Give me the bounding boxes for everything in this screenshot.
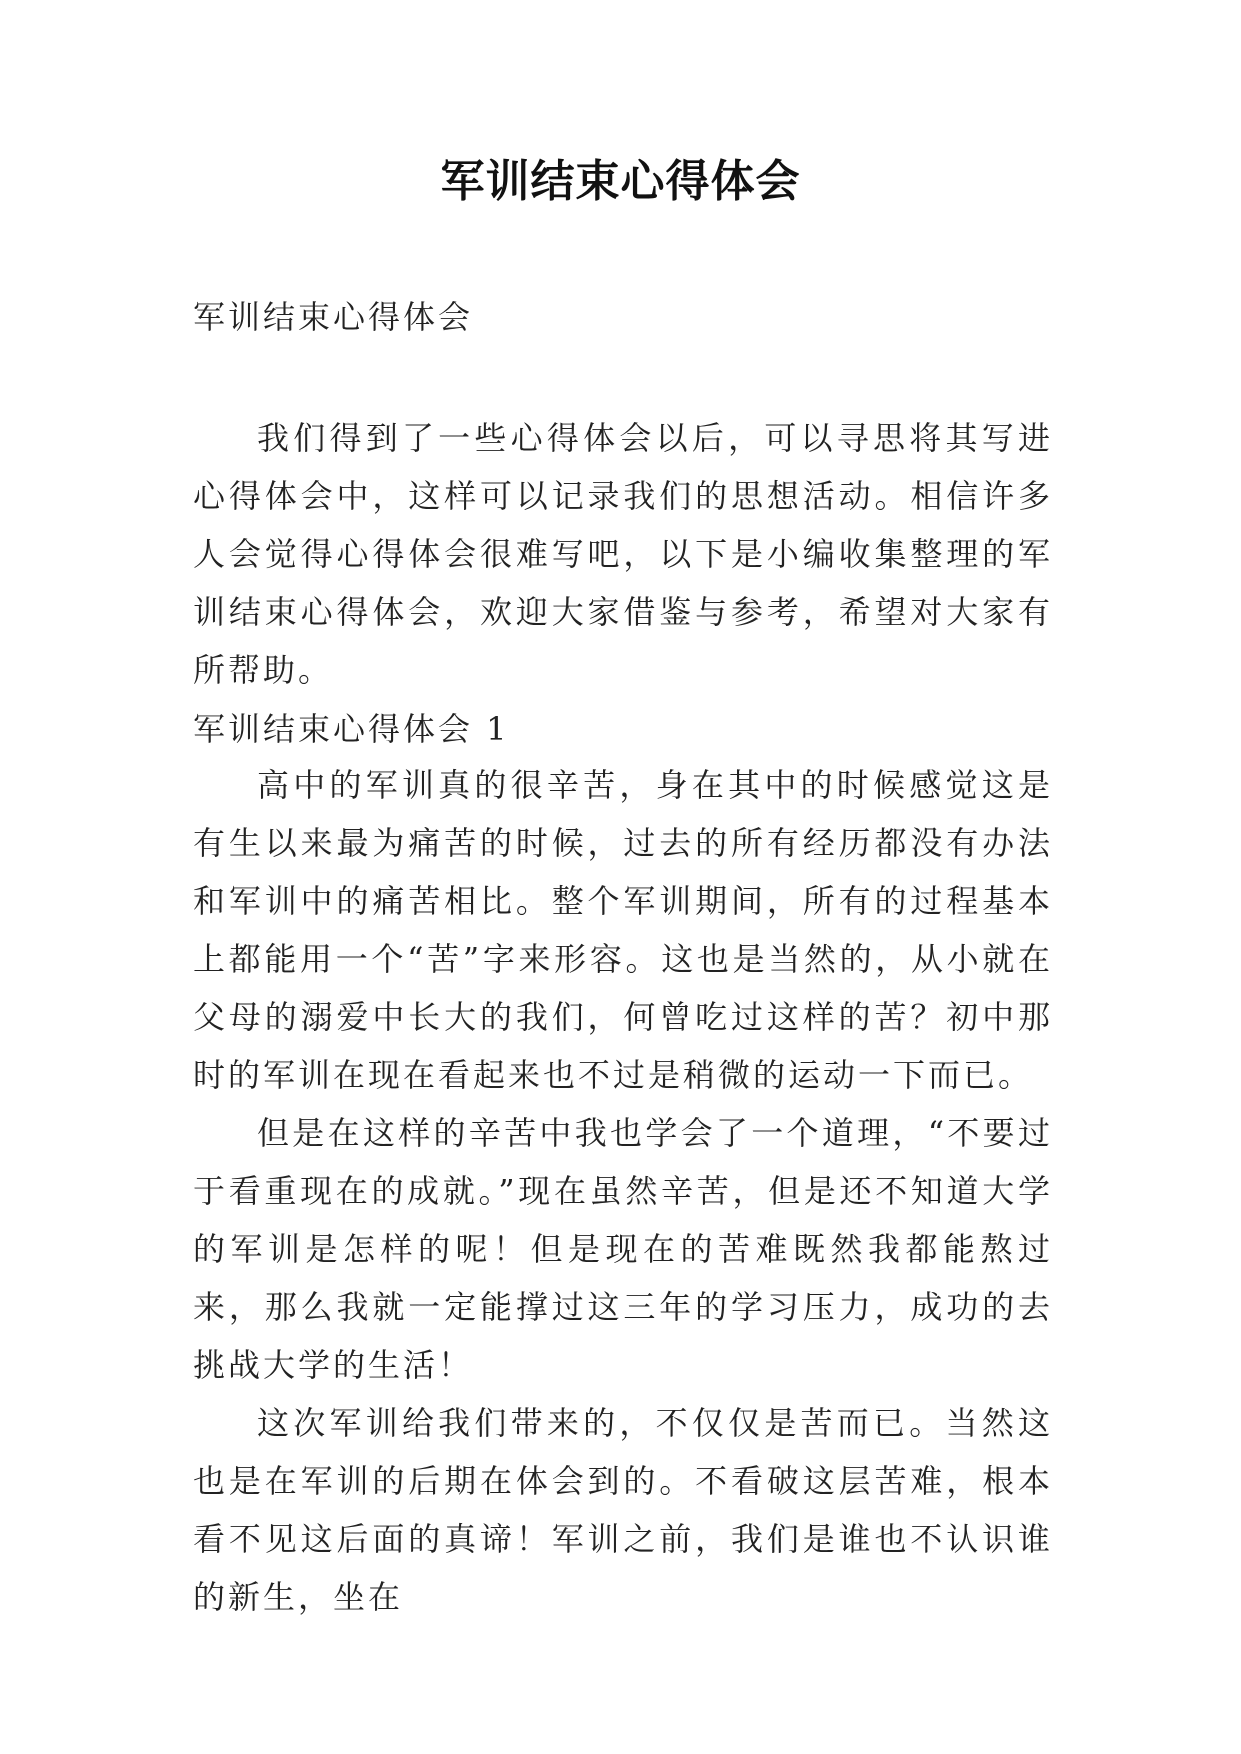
document-title: 军训结束心得体会: [440, 156, 801, 207]
intro-paragraph: 我们得到了一些心得体会以后，可以寻思将其写进心得体会中，这样可以记录我们的思想活动。相信许多人会觉得心得体会很难写吧，以下是小编收集整理的军训结束心得体会，欢迎大家借鉴与参考，希望对大家有所帮助。: [193, 419, 1053, 689]
section-content: [193, 756, 1053, 1626]
body-paragraph: 但是在这样的辛苦中我也学会了一个道理，“不要过于看重现在的成就。”现在虽然辛苦，但是还不知道大学的军训是怎样的呢！但是现在的苦难既然我都能熬过来，那么我就一定能撑过这三年的学习压力，成功的去挑战大学的生活！: [193, 1114, 1053, 1384]
section-heading: 军训结束心得体会 1: [193, 710, 510, 748]
body-paragraph: 这次军训给我们带来的，不仅仅是苦而已。当然这也是在军训的后期在体会到的。不看破这层苦难，根本看不见这后面的真谛！军训之前，我们是谁也不认识谁的新生，坐在: [193, 1404, 1053, 1616]
body-paragraph: 高中的军训真的很辛苦，身在其中的时候感觉这是有生以来最为痛苦的时候，过去的所有经历都没有办法和军训中的痛苦相比。整个军训期间，所有的过程基本上都能用一个“苦”字来形容。这也是当然的，从小就在父母的溺爱中长大的我们，何曾吃过这样的苦？初中那时的军训在现在看起来也不过是稍微的运动一下而已。: [193, 766, 1053, 1094]
document-subtitle: 军训结束心得体会: [193, 298, 474, 336]
